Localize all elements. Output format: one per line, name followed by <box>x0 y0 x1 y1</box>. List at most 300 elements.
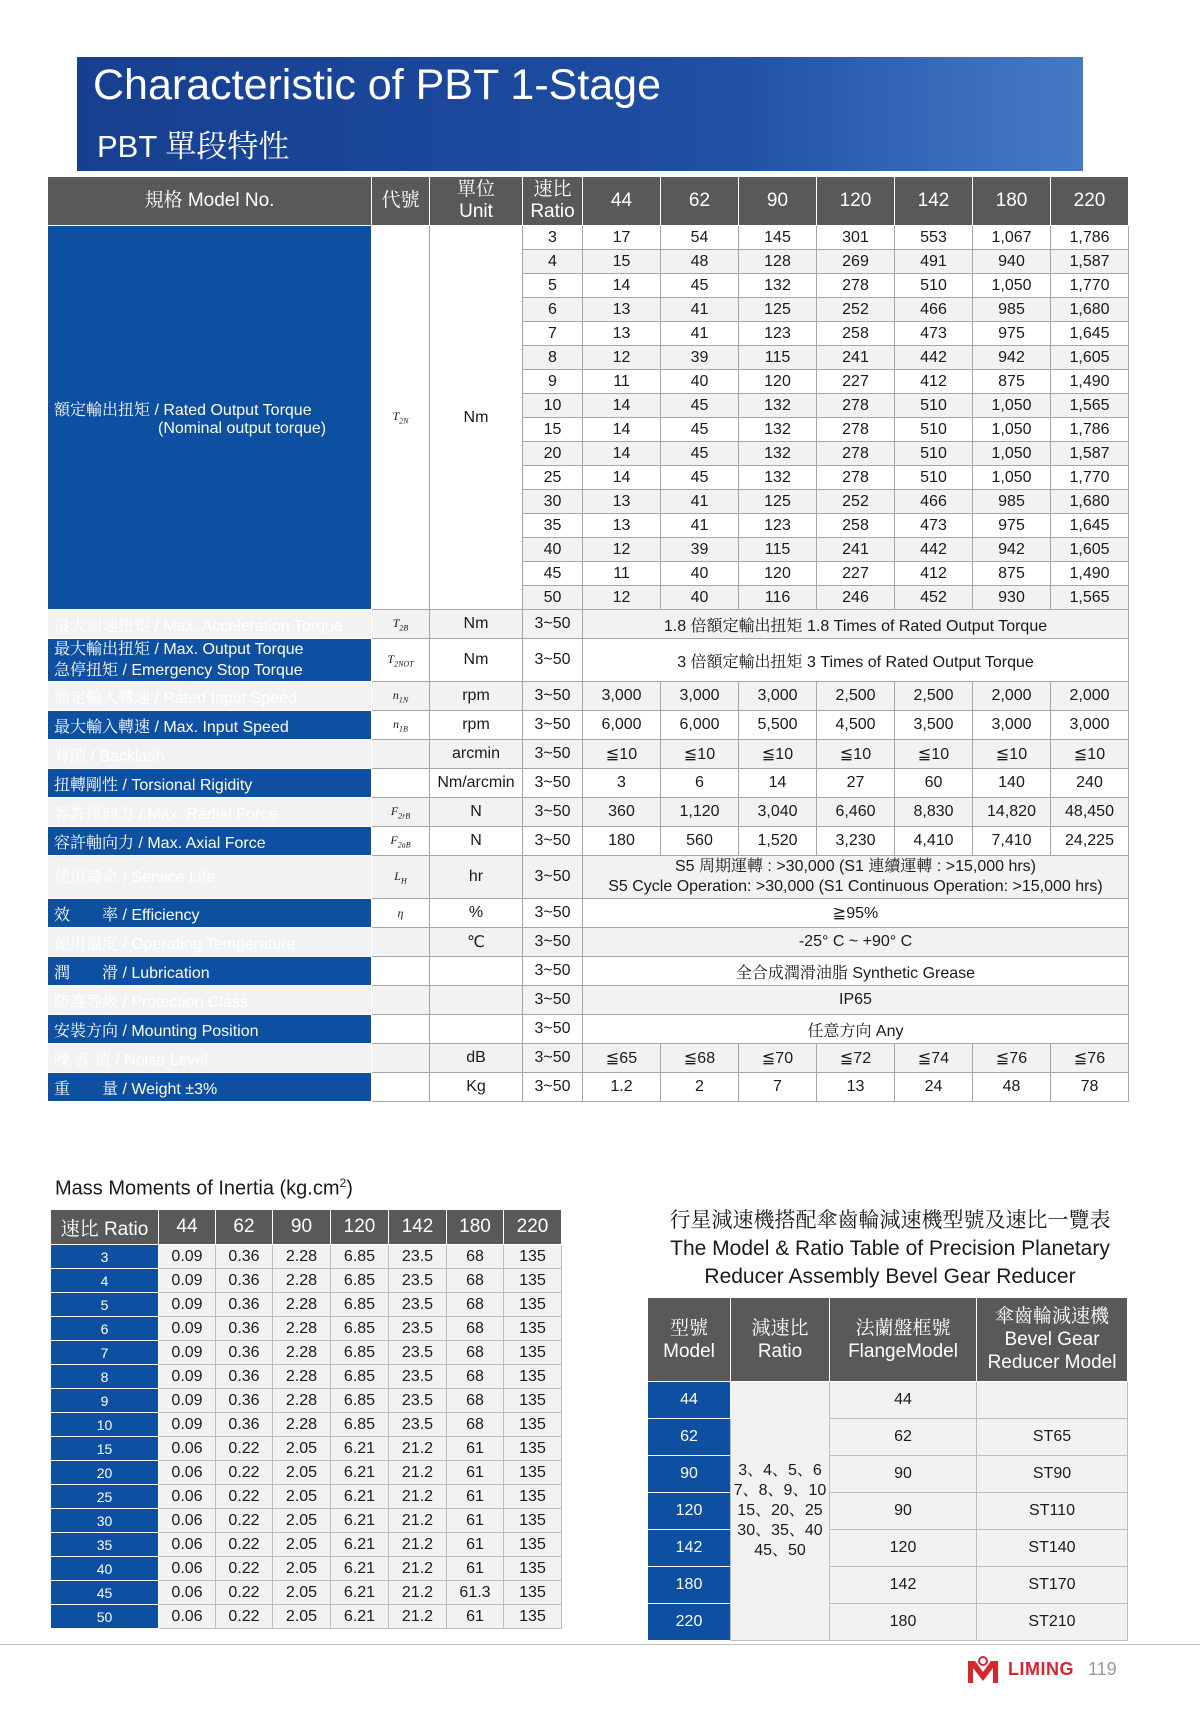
model-title-en-1: The Model & Ratio Table of Precision Planetary <box>670 1237 1110 1260</box>
inertia-header-cell: 速比 Ratio <box>51 1210 159 1245</box>
table-row <box>48 856 1129 899</box>
bevel-en-1: Bevel Gear <box>1004 1329 1100 1350</box>
flange-zh: 法蘭盤框號 <box>855 1317 951 1339</box>
value-cell: 135 <box>504 1485 562 1509</box>
unit-cell: arcmin <box>430 740 523 769</box>
value-cell: 39 <box>661 538 739 562</box>
value-cell: ≦70 <box>739 1044 817 1073</box>
value-cell: 875 <box>973 370 1051 394</box>
value-cell: 1,786 <box>1051 226 1129 250</box>
flange-cell: 142 <box>830 1567 977 1604</box>
value-cell: 466 <box>895 490 973 514</box>
spec-table <box>47 176 1129 1102</box>
symbol-subscript: 2NOT <box>394 659 414 669</box>
value-cell: 258 <box>817 322 895 346</box>
ratio-cell: 20 <box>523 442 583 466</box>
row-label-noise: 噪 音 值 / Noise Level <box>48 1044 372 1073</box>
inertia-header-cell: 142 <box>389 1210 447 1245</box>
unit-cell: rpm <box>430 711 523 740</box>
ratio-cell: 3~50 <box>523 928 583 957</box>
row-label-lube: 潤 滑 / Lubrication <box>48 957 372 986</box>
value-cell: 1,565 <box>1051 586 1129 610</box>
value-cell: 12 <box>583 346 661 370</box>
value-cell: 0.22 <box>216 1461 273 1485</box>
table-row <box>48 986 1129 1015</box>
value-cell: 128 <box>739 250 817 274</box>
value-cell: 120 <box>739 370 817 394</box>
value-cell: 2.28 <box>273 1341 331 1365</box>
ratio-cell: 3~50 <box>523 856 583 899</box>
table-row <box>648 1456 1128 1493</box>
value-cell: 132 <box>739 394 817 418</box>
ratio-cell: 5 <box>523 274 583 298</box>
ratio-cell: 10 <box>523 394 583 418</box>
header-size: 44 <box>583 177 661 226</box>
symbol-cell <box>372 711 430 740</box>
ratio-cell: 3~50 <box>523 769 583 798</box>
value-cell: 23.5 <box>389 1389 447 1413</box>
symbol-subscript: 2N <box>399 416 409 426</box>
value-cell: 3 <box>583 769 661 798</box>
value-cell: 1,050 <box>973 394 1051 418</box>
ratio-cell: 45 <box>51 1581 159 1605</box>
row-label-efficiency: 效 率 / Efficiency <box>48 899 372 928</box>
value-cell: 5,500 <box>739 711 817 740</box>
spec-body <box>48 226 1129 1102</box>
symbol-base: n <box>393 716 400 731</box>
ratio-cell: 3~50 <box>523 639 583 682</box>
value-cell: 0.09 <box>159 1293 216 1317</box>
value-cell: 1,770 <box>1051 466 1129 490</box>
model-zh: 型號 <box>669 1317 708 1339</box>
header-size: 62 <box>661 177 739 226</box>
table-row <box>48 798 1129 827</box>
unit-cell: ℃ <box>430 928 523 957</box>
table-row <box>48 928 1129 957</box>
value-cell: 2.28 <box>273 1293 331 1317</box>
value-cell: 0.09 <box>159 1245 216 1269</box>
value-cell: 23.5 <box>389 1293 447 1317</box>
unit-cell: N <box>430 827 523 856</box>
value-cell: 132 <box>739 442 817 466</box>
table-row <box>48 827 1129 856</box>
value-cell: 301 <box>817 226 895 250</box>
merged-value-cell: ≧95% <box>583 899 1129 928</box>
value-cell: 0.09 <box>159 1365 216 1389</box>
value-cell: 17 <box>583 226 661 250</box>
value-cell: 24,225 <box>1051 827 1129 856</box>
value-cell: 135 <box>504 1389 562 1413</box>
table-row <box>51 1485 562 1509</box>
unit-cell: hr <box>430 856 523 899</box>
value-cell: 8,830 <box>895 798 973 827</box>
value-cell: 412 <box>895 562 973 586</box>
ratio-cell: 6 <box>523 298 583 322</box>
ratio-cell: 8 <box>523 346 583 370</box>
value-cell: 252 <box>817 490 895 514</box>
table-row <box>51 1557 562 1581</box>
value-cell: 2.05 <box>273 1581 331 1605</box>
value-cell: 125 <box>739 298 817 322</box>
table-row <box>51 1245 562 1269</box>
value-cell: 135 <box>504 1581 562 1605</box>
value-cell: 0.36 <box>216 1317 273 1341</box>
table-row <box>51 1605 562 1629</box>
value-cell: 985 <box>973 298 1051 322</box>
value-cell: 45 <box>661 394 739 418</box>
symbol-base: n <box>392 687 399 702</box>
value-cell: 442 <box>895 538 973 562</box>
header-size: 120 <box>817 177 895 226</box>
value-cell: 7 <box>739 1073 817 1102</box>
inertia-title-sup: 2 <box>339 1176 347 1190</box>
value-cell: 6.85 <box>331 1293 389 1317</box>
value-cell: 985 <box>973 490 1051 514</box>
model-cell: 44 <box>648 1382 731 1419</box>
table-row <box>48 957 1129 986</box>
ratio-cell: 8 <box>51 1365 159 1389</box>
inertia-header-cell: 44 <box>159 1210 216 1245</box>
bevel-cell <box>977 1382 1128 1419</box>
ratio-zh: 減速比 <box>751 1317 809 1339</box>
value-cell: 40 <box>661 562 739 586</box>
table-row <box>648 1419 1128 1456</box>
bevel-cell: ST90 <box>977 1456 1128 1493</box>
value-cell: 6.85 <box>331 1269 389 1293</box>
value-cell: 1,565 <box>1051 394 1129 418</box>
value-cell: 1,680 <box>1051 298 1129 322</box>
value-cell: ≦10 <box>895 740 973 769</box>
model-table-title <box>630 1207 1150 1291</box>
ratio-cell: 40 <box>523 538 583 562</box>
value-cell: 246 <box>817 586 895 610</box>
value-cell: 360 <box>583 798 661 827</box>
value-cell: 2.28 <box>273 1269 331 1293</box>
value-cell: 875 <box>973 562 1051 586</box>
value-cell: 45 <box>661 274 739 298</box>
value-cell: 6,000 <box>661 711 739 740</box>
value-cell: 61 <box>447 1437 504 1461</box>
inertia-header-cell: 220 <box>504 1210 562 1245</box>
value-cell: 13 <box>583 298 661 322</box>
value-cell: 135 <box>504 1509 562 1533</box>
value-cell: ≦10 <box>739 740 817 769</box>
bevel-cell: ST170 <box>977 1567 1128 1604</box>
header-size: 142 <box>895 177 973 226</box>
symbol-subscript: 1B <box>399 724 408 734</box>
ratio-list-cell <box>731 1382 830 1641</box>
value-cell: 7,410 <box>973 827 1051 856</box>
value-cell: 1,605 <box>1051 346 1129 370</box>
flange-cell: 62 <box>830 1419 977 1456</box>
value-cell: 1,645 <box>1051 322 1129 346</box>
ratio-cell: 15 <box>523 418 583 442</box>
bevel-en-2: Reducer Model <box>987 1352 1117 1373</box>
value-cell: 23.5 <box>389 1245 447 1269</box>
ratio-cell: 6 <box>51 1317 159 1341</box>
row-label-rated-torque <box>48 226 372 610</box>
table-row <box>648 1493 1128 1530</box>
ratio-cell: 50 <box>51 1605 159 1629</box>
value-cell: 252 <box>817 298 895 322</box>
value-cell: 2.05 <box>273 1485 331 1509</box>
ratio-cell: 25 <box>51 1485 159 1509</box>
value-cell: 14 <box>583 442 661 466</box>
ratio-cell: 3~50 <box>523 798 583 827</box>
inertia-header-cell: 62 <box>216 1210 273 1245</box>
ratio-cell: 10 <box>51 1413 159 1437</box>
value-cell: 6.21 <box>331 1605 389 1629</box>
value-cell: 473 <box>895 514 973 538</box>
value-cell: 68 <box>447 1269 504 1293</box>
bevel-cell: ST65 <box>977 1419 1128 1456</box>
table-row <box>51 1581 562 1605</box>
symbol-cell <box>372 1015 430 1044</box>
symbol-cell <box>372 610 430 639</box>
value-cell: 2,000 <box>973 682 1051 711</box>
value-cell: 115 <box>739 538 817 562</box>
table-row <box>51 1461 562 1485</box>
value-cell: 2,500 <box>895 682 973 711</box>
table-row <box>48 769 1129 798</box>
value-cell: 135 <box>504 1533 562 1557</box>
unit-cell: Nm/arcmin <box>430 769 523 798</box>
value-cell: 1,786 <box>1051 418 1129 442</box>
unit-cell: Nm <box>430 226 523 610</box>
ratio-cell: 4 <box>51 1269 159 1293</box>
value-cell: 132 <box>739 274 817 298</box>
ratio-cell: 3~50 <box>523 682 583 711</box>
ratio-cell: 5 <box>51 1293 159 1317</box>
table-row <box>48 639 1129 682</box>
value-cell: 0.06 <box>159 1605 216 1629</box>
value-cell: 1,050 <box>973 442 1051 466</box>
model-cell: 180 <box>648 1567 731 1604</box>
table-row <box>51 1293 562 1317</box>
value-cell: 23.5 <box>389 1413 447 1437</box>
value-cell: 13 <box>583 490 661 514</box>
value-cell: 491 <box>895 250 973 274</box>
value-cell: ≦76 <box>1051 1044 1129 1073</box>
symbol-base: F <box>390 803 399 818</box>
banner-highlight <box>753 57 1083 171</box>
value-cell: 6.21 <box>331 1509 389 1533</box>
value-cell: 6.85 <box>331 1389 389 1413</box>
symbol-subscript: 2B <box>399 623 409 633</box>
inertia-title-end: ) <box>346 1177 353 1200</box>
inertia-title <box>55 1176 353 1201</box>
value-cell: 135 <box>504 1245 562 1269</box>
symbol-base: T <box>392 615 400 630</box>
ratio-cell: 15 <box>51 1437 159 1461</box>
value-cell: 68 <box>447 1293 504 1317</box>
value-cell: 6,460 <box>817 798 895 827</box>
value-cell: 13 <box>583 514 661 538</box>
value-cell: 45 <box>661 442 739 466</box>
value-cell: 940 <box>973 250 1051 274</box>
value-cell: 473 <box>895 322 973 346</box>
value-cell: 0.06 <box>159 1533 216 1557</box>
unit-cell: N <box>430 798 523 827</box>
liming-logo-icon <box>965 1655 1001 1685</box>
value-cell: 4,410 <box>895 827 973 856</box>
value-cell: 135 <box>504 1269 562 1293</box>
value-cell: 6.85 <box>331 1317 389 1341</box>
value-cell: 24 <box>895 1073 973 1102</box>
value-cell: 2,000 <box>1051 682 1129 711</box>
value-cell: 68 <box>447 1365 504 1389</box>
ratio-cell: 3~50 <box>523 740 583 769</box>
table-row <box>648 1567 1128 1604</box>
flange-cell: 44 <box>830 1382 977 1419</box>
value-cell: 510 <box>895 442 973 466</box>
ratio-line: 30、35、40 <box>737 1522 823 1539</box>
row-label-max_speed: 最大輸入轉速 / Max. Input Speed <box>48 711 372 740</box>
unit-cell: Nm <box>430 610 523 639</box>
ratio-en: Ratio <box>757 1340 803 1362</box>
model-cell: 62 <box>648 1419 731 1456</box>
ratio-cell: 40 <box>51 1557 159 1581</box>
value-cell: 0.06 <box>159 1581 216 1605</box>
value-cell: ≦65 <box>583 1044 661 1073</box>
value-cell: 227 <box>817 370 895 394</box>
value-cell: 258 <box>817 514 895 538</box>
value-cell: 23.5 <box>389 1365 447 1389</box>
value-cell: 4,500 <box>817 711 895 740</box>
value-cell: 13 <box>817 1073 895 1102</box>
unit-cell: % <box>430 899 523 928</box>
value-cell: 241 <box>817 538 895 562</box>
value-cell: 0.09 <box>159 1317 216 1341</box>
value-cell: 21.2 <box>389 1533 447 1557</box>
value-cell: 135 <box>504 1413 562 1437</box>
value-cell: 68 <box>447 1341 504 1365</box>
value-cell: 21.2 <box>389 1605 447 1629</box>
value-cell: 14 <box>739 769 817 798</box>
model-ratio-table <box>647 1297 1128 1641</box>
value-cell: 510 <box>895 466 973 490</box>
header-code: 代號 <box>372 177 430 226</box>
header-unit-zh: 單位 <box>456 179 495 200</box>
value-cell: 14 <box>583 466 661 490</box>
value-cell: 1,050 <box>973 466 1051 490</box>
value-cell: 48,450 <box>1051 798 1129 827</box>
unit-cell <box>430 986 523 1015</box>
header-flange-col <box>830 1298 977 1382</box>
table-row <box>48 682 1129 711</box>
row-label-axial: 容許軸向力 / Max. Axial Force <box>48 827 372 856</box>
table-row <box>51 1365 562 1389</box>
bevel-cell: ST110 <box>977 1493 1128 1530</box>
value-cell: 48 <box>973 1073 1051 1102</box>
value-cell: 6 <box>661 769 739 798</box>
value-cell: 11 <box>583 562 661 586</box>
value-cell: 6.21 <box>331 1533 389 1557</box>
bevel-cell: ST140 <box>977 1530 1128 1567</box>
value-cell: 1,050 <box>973 274 1051 298</box>
value-cell: 48 <box>661 250 739 274</box>
value-cell: 2.05 <box>273 1605 331 1629</box>
bevel-cell: ST210 <box>977 1604 1128 1641</box>
inertia-header-cell: 90 <box>273 1210 331 1245</box>
value-cell: 560 <box>661 827 739 856</box>
value-cell: 0.36 <box>216 1413 273 1437</box>
header-model-col <box>648 1298 731 1382</box>
value-cell: 135 <box>504 1317 562 1341</box>
label-line: 最大輸出扭矩 / Max. Output Torque <box>54 641 304 658</box>
page-number: 119 <box>1088 1659 1117 1679</box>
table-row <box>51 1389 562 1413</box>
value-cell: 6.85 <box>331 1365 389 1389</box>
row-label-temp: 使用溫度 / Operating Temperature <box>48 928 372 957</box>
ratio-cell: 3 <box>51 1245 159 1269</box>
value-cell: 0.09 <box>159 1341 216 1365</box>
value-cell: 0.36 <box>216 1365 273 1389</box>
value-cell: 3,000 <box>1051 711 1129 740</box>
value-cell: 241 <box>817 346 895 370</box>
value-cell: ≦10 <box>817 740 895 769</box>
value-cell: 61 <box>447 1485 504 1509</box>
value-cell: 21.2 <box>389 1461 447 1485</box>
ratio-cell: 9 <box>523 370 583 394</box>
value-cell: 0.22 <box>216 1605 273 1629</box>
value-cell: 278 <box>817 466 895 490</box>
table-row <box>648 1382 1128 1419</box>
value-cell: 180 <box>583 827 661 856</box>
value-cell: 269 <box>817 250 895 274</box>
symbol-cell <box>372 856 430 899</box>
row-label-accel: 最大加速扭矩 / Max. Acceleration Torque <box>48 610 372 639</box>
title-banner <box>77 57 1083 171</box>
row-label-radial: 容許徑向力 / Max. Radial Force <box>48 798 372 827</box>
value-cell: ≦10 <box>973 740 1051 769</box>
value-cell: 3,000 <box>739 682 817 711</box>
ratio-cell: 7 <box>523 322 583 346</box>
value-cell: 975 <box>973 322 1051 346</box>
value-cell: 2.28 <box>273 1389 331 1413</box>
value-cell: 1,067 <box>973 226 1051 250</box>
value-cell: 6.21 <box>331 1461 389 1485</box>
value-cell: 240 <box>1051 769 1129 798</box>
symbol-cell <box>372 798 430 827</box>
value-cell: 2.28 <box>273 1413 331 1437</box>
value-cell: 115 <box>739 346 817 370</box>
value-cell: 61 <box>447 1605 504 1629</box>
merged-value-cell: -25° C ~ +90° C <box>583 928 1129 957</box>
value-cell: 3,230 <box>817 827 895 856</box>
value-cell: 135 <box>504 1365 562 1389</box>
value-cell: 6.85 <box>331 1413 389 1437</box>
value-cell: 2.05 <box>273 1557 331 1581</box>
value-cell: 123 <box>739 514 817 538</box>
value-cell: 12 <box>583 538 661 562</box>
value-cell: 227 <box>817 562 895 586</box>
table-row <box>48 899 1129 928</box>
value-cell: 3,500 <box>895 711 973 740</box>
table-row <box>48 740 1129 769</box>
value-cell: 1.2 <box>583 1073 661 1102</box>
value-cell: ≦10 <box>661 740 739 769</box>
model-en: Model <box>663 1340 715 1362</box>
table-row <box>51 1437 562 1461</box>
value-cell: 68 <box>447 1389 504 1413</box>
value-cell: 23.5 <box>389 1317 447 1341</box>
symbol-base: L <box>394 868 401 883</box>
header-ratio-col <box>731 1298 830 1382</box>
header-unit <box>430 177 523 226</box>
label-line: 急停扭矩 / Emergency Stop Torque <box>54 662 303 679</box>
model-body <box>648 1382 1128 1641</box>
